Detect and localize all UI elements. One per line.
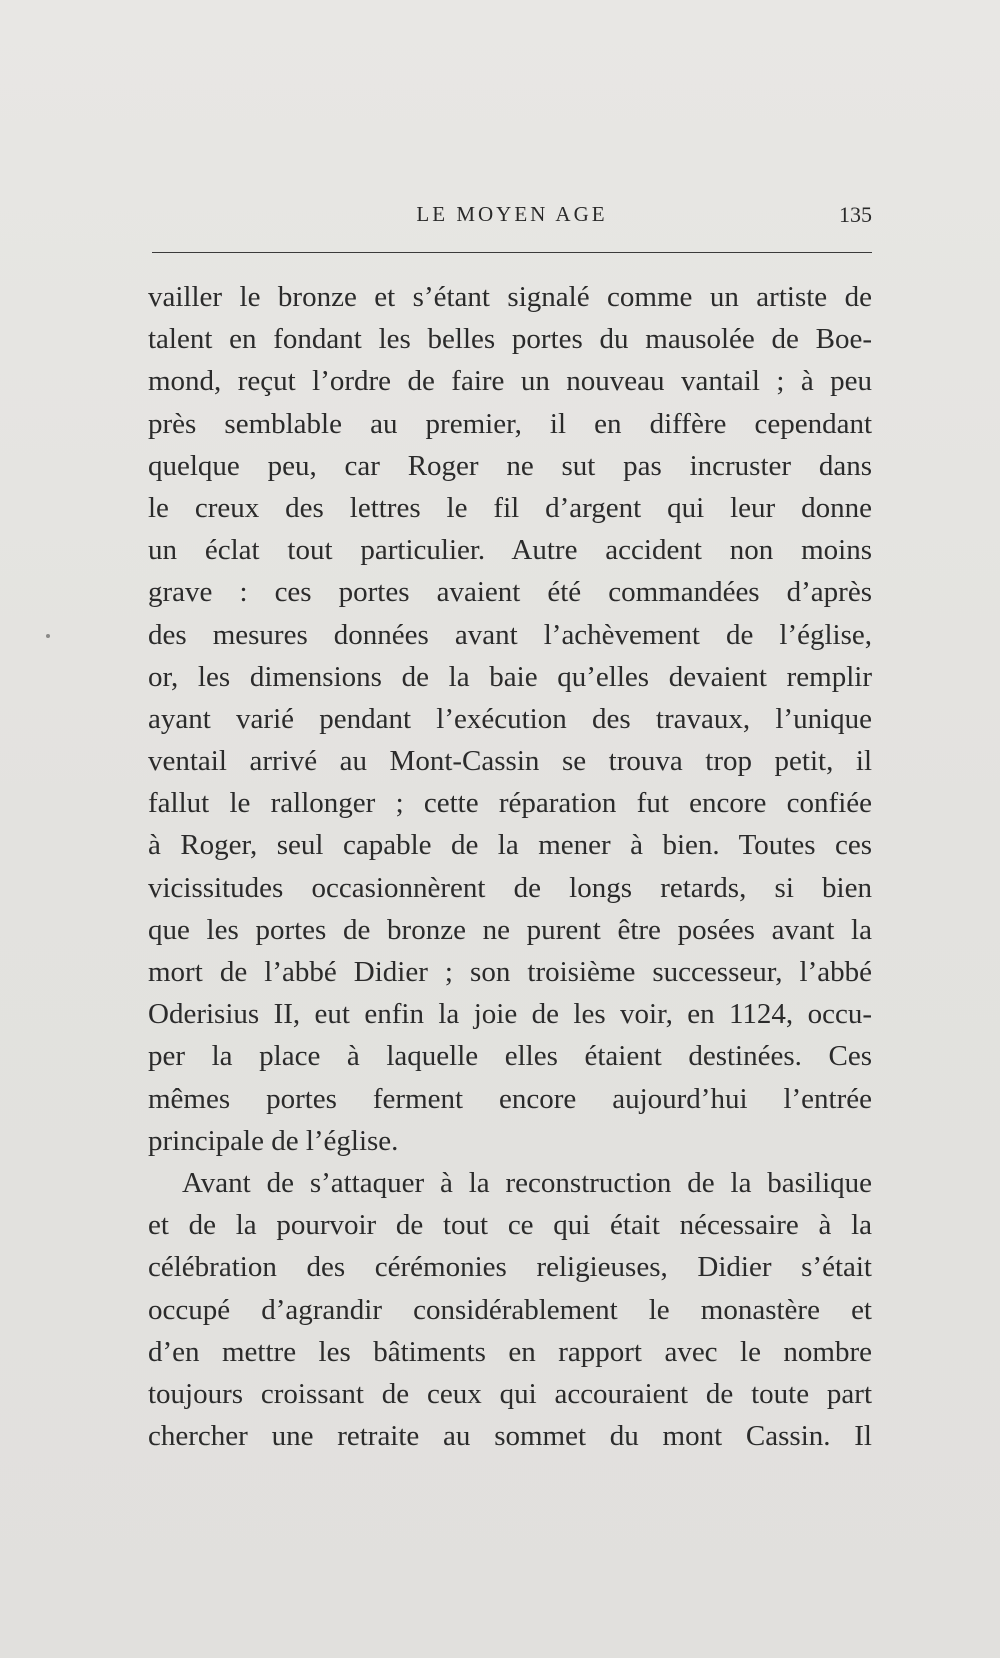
text-line: mond, reçut l’ordre de faire un nouveau vantail ; à peu [148,365,872,398]
text-line: vicissitudes occasionnèrent de longs retards, si bien [148,871,872,904]
paragraph-1 [148,276,872,1162]
header-rule [152,252,872,253]
text-line: chercher une retraite au sommet du mont Cassin. Il [148,1420,872,1453]
text-line: ayant varié pendant l’exécution des travaux, l’unique [148,702,872,735]
text-line: à Roger, seul capable de la mener à bien. Toutes ces [148,829,872,862]
page-number: 135 [839,202,872,227]
text-line: que les portes de bronze ne purent être posées avant la [148,913,872,946]
text-line: des mesures données avant l’achèvement de l’église, [148,618,872,651]
text-line: Avant de s’attaquer à la reconstruction de la basilique [182,1166,872,1199]
text-line: et de la pourvoir de tout ce qui était nécessaire à la [148,1209,872,1242]
text-line: toujours croissant de ceux qui accouraient de toute part [148,1377,872,1410]
text-line: Oderisius II, eut enfin la joie de les voir, en 1124, occu- [148,998,872,1031]
text-line: un éclat tout particulier. Autre accident non moins [148,534,872,567]
page-header [152,202,872,238]
text-line: per la place à laquelle elles étaient destinées. Ces [148,1040,872,1073]
text-line: célébration des cérémonies religieuses, Didier s’était [148,1251,872,1284]
paragraph-2 [148,1162,872,1457]
text-line: talent en fondant les belles portes du mausolée de Boe- [148,323,872,356]
body-text [148,276,872,1457]
text-line: or, les dimensions de la baie qu’elles devaient remplir [148,660,872,693]
text-line: fallut le rallonger ; cette réparation fut encore confiée [148,787,872,820]
text-line: mort de l’abbé Didier ; son troisième successeur, l’abbé [148,956,872,988]
text-line: d’en mettre les bâtiments en rapport avec le nombre [148,1335,872,1368]
text-line: le creux des lettres le fil d’argent qui leur donne [148,491,872,524]
text-line: près semblable au premier, il en diffère cependant [148,407,872,440]
text-line: grave : ces portes avaient été commandées d’après [148,576,872,609]
stray-ink-mark [46,634,50,638]
text-line: mêmes portes ferment encore aujourd’hui l’entrée [148,1082,872,1115]
text-line: quelque peu, car Roger ne sut pas incruster dans [148,449,872,482]
text-line: principale de l’église. [148,1124,399,1157]
running-head: LE MOYEN AGE [416,202,608,226]
text-line: occupé d’agrandir considérablement le monastère et [148,1293,872,1326]
text-line: ventail arrivé au Mont-Cassin se trouva trop petit, il [148,745,872,778]
text-line: vailler le bronze et s’étant signalé comme un artiste de [148,281,872,313]
